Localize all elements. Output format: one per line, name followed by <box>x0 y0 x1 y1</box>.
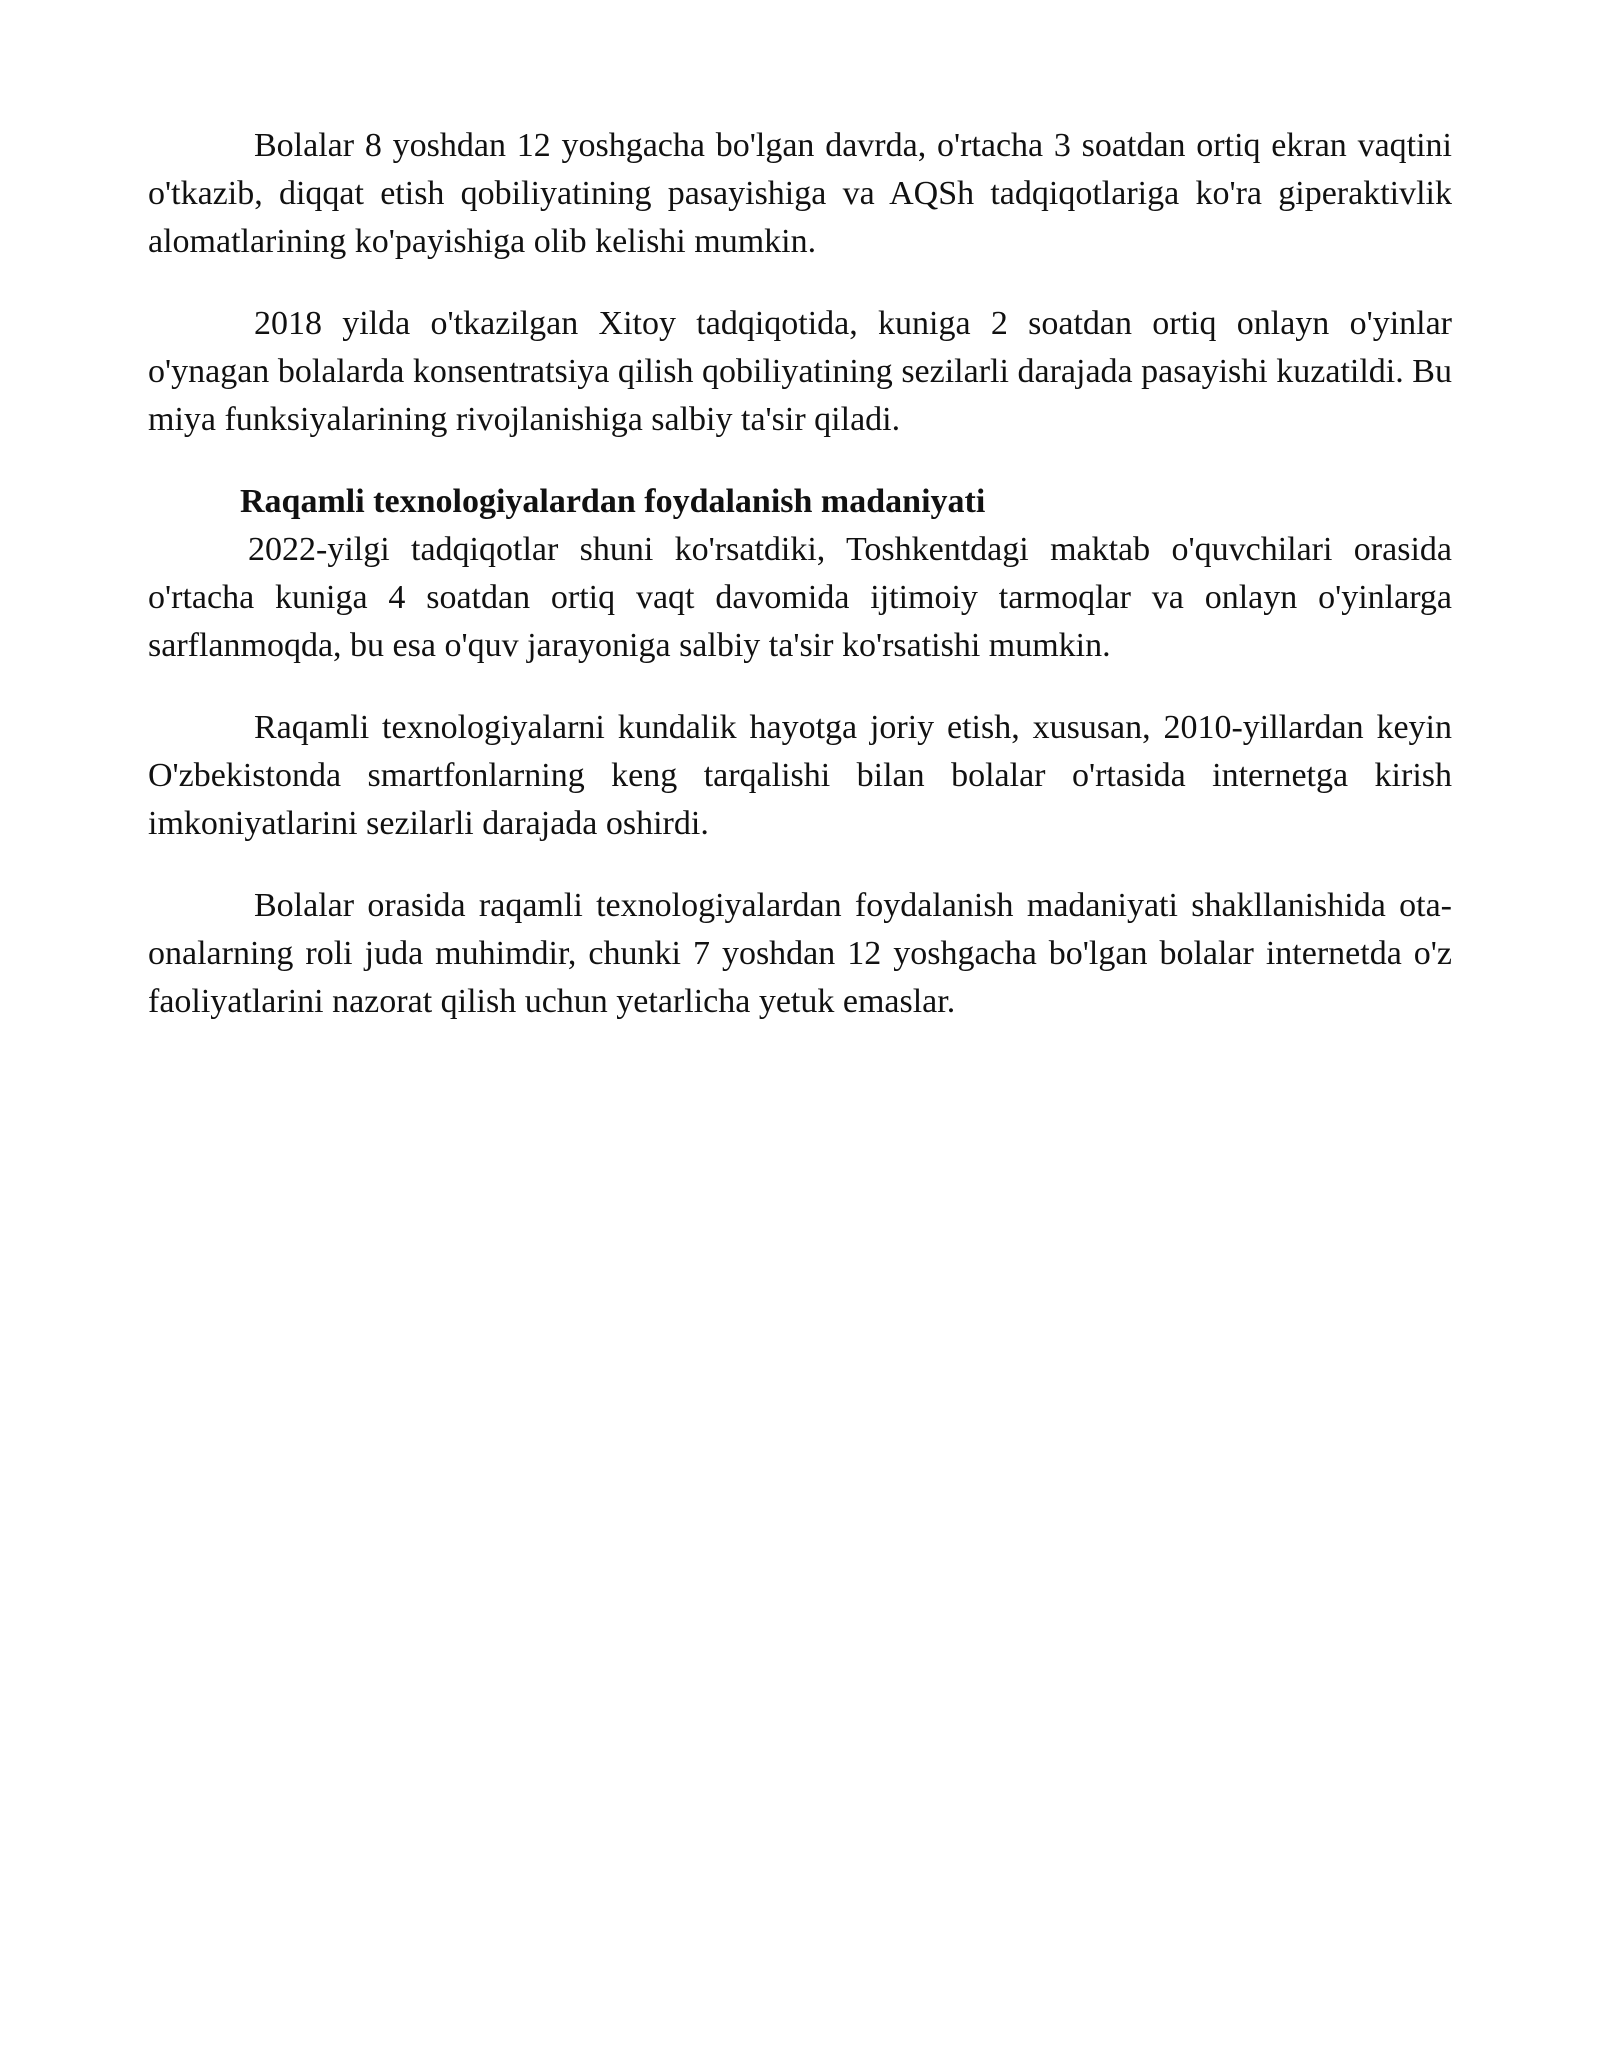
paragraph-tashkent-study: 2022-yilgi tadqiqotlar shuni ko'rsatdiki, Toshkentdagi maktab o'quvchilari orasida o'rtacha kuniga 4 soatdan ortiq vaqt davomida ijtimoiy tarmoqlar va onlayn o'yinlarga sarflanmoqda, bu esa o'quv jarayoniga salbiy ta'sir ko'rsatishi mumkin. <box>148 531 1452 664</box>
section-heading: Raqamli texnologiyalardan foydalanish madaniyati <box>240 483 986 520</box>
paragraph-china-study: 2018 yilda o'tkazilgan Xitoy tadqiqotida, kuniga 2 soatdan ortiq onlayn o'yinlar o'ynagan bolalarda konsentratsiya qilish qobiliyatining sezilarli darajada pasayishi kuzatildi. Bu miya funksiyalarining rivojlanishiga salbiy ta'sir qiladi. <box>148 305 1452 438</box>
paragraph-screen-time: Bolalar 8 yoshdan 12 yoshgacha bo'lgan davrda, o'rtacha 3 soatdan ortiq ekran vaqtini o'tkazib, diqqat etish qobiliyatining pasayishiga va AQSh tadqiqotlariga ko'ra giperaktivlik alomatlarining ko'payishiga olib kelishi mumkin. <box>148 127 1452 260</box>
paragraph-parents-role: Bolalar orasida raqamli texnologiyalardan foydalanish madaniyati shakllanishida ota-onalarning roli juda muhimdir, chunki 7 yoshdan 12 yoshgacha bo'lgan bolalar internetda o'z faoliyatlarini nazorat qilish uchun yetarlicha yetuk emaslar. <box>148 887 1452 1020</box>
paragraph-smartphones: Raqamli texnologiyalarni kundalik hayotga joriy etish, xususan, 2010-yillardan keyin O'zbekistonda smartfonlarning keng tarqalishi bilan bolalar o'rtasida internetga kirish imkoniyatlarini sezilarli darajada oshirdi. <box>148 709 1452 842</box>
document-body <box>148 122 1452 1060</box>
